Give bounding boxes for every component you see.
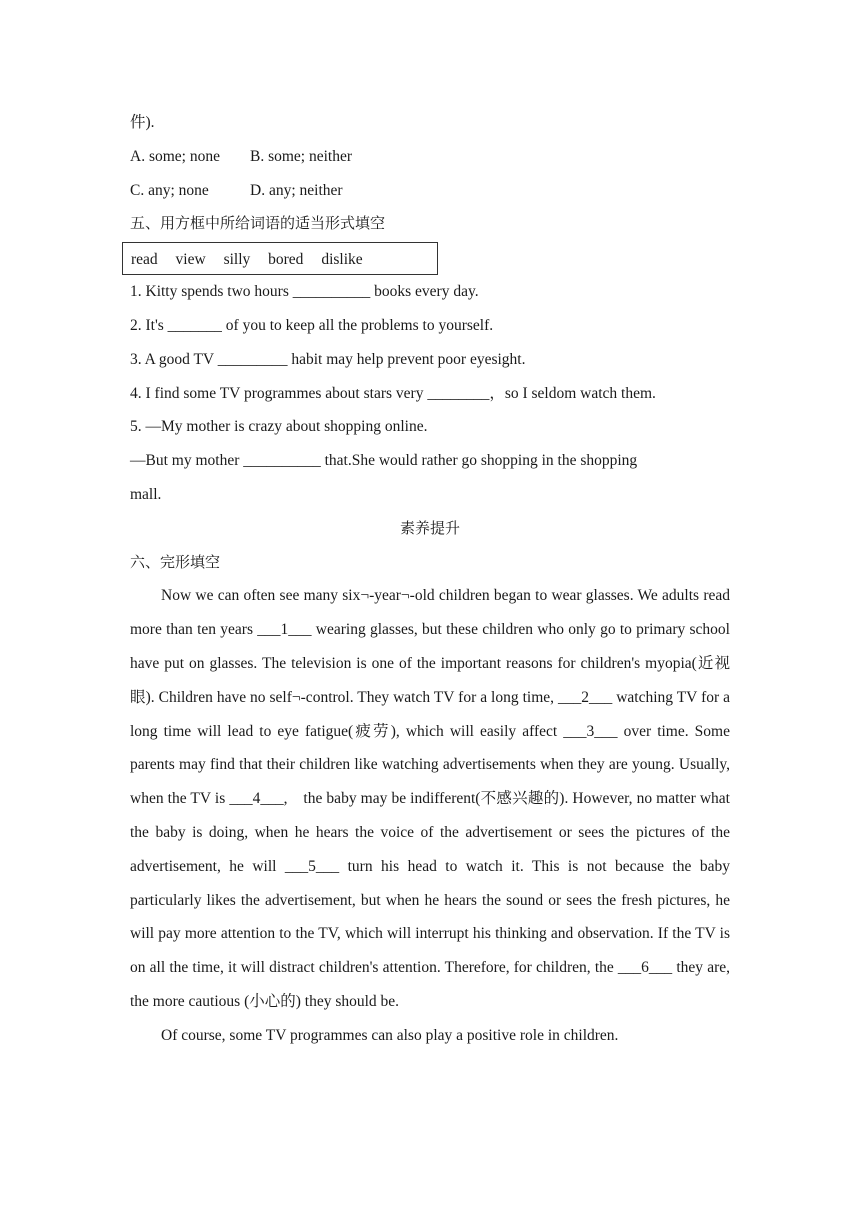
- choice-c: C. any; none: [130, 181, 209, 199]
- choice-row-1: [130, 140, 730, 174]
- cloze-paragraph-1: Now we can often see many six¬-year¬-old children began to wear glasses. We adults read more than ten years ___1___ wearing glasses, but these children who only go to primary school have put on glasses. The television is one of the important reasons for children's myopia(近视眼). Children have no self¬-control. They watch TV for a long time, ___2___ watching TV for a long time will lead to eye fatigue(疲劳), which will easily affect ___3___ over time. Some parents may find that their children like watching advertisements when they are young. Usually, when the TV is ___4___, the baby may be indifferent(不感兴趣的). However, no matter what the baby is doing, when he hears the voice of the advertisement or sees the pictures of the advertisement, he will ___5___ turn his head to watch it. This is not because the baby particularly likes the advertisement, but when he hears the sound or sees the fresh pictures, he will pay more attention to the TV, which will interrupt his thinking and observation. If the TV is on all the time, it will distract children's attention. Therefore, for children, the ___6___ they are, the more cautious (小心的) they should be.: [130, 587, 730, 1010]
- word-box-item: read: [131, 251, 158, 269]
- fill-item-5-reply: —But my mother __________ that.She would rather go shopping in the shopping: [130, 452, 638, 470]
- choice-b: B. some; neither: [250, 147, 353, 165]
- section5-heading: 五、用方框中所给词语的适当形式填空: [130, 214, 386, 233]
- fill-item-5-reply-end: mall.: [130, 485, 162, 503]
- section4-tail: 件).: [130, 114, 155, 131]
- choice-a: A. some; none: [130, 147, 220, 165]
- word-box-item: view: [175, 251, 206, 269]
- fill-item-5: 5. —My mother is crazy about shopping online.: [130, 418, 428, 436]
- choice-row-2: [130, 174, 730, 208]
- word-box: [122, 242, 438, 275]
- level-title: 素养提升: [399, 518, 460, 537]
- word-box-item: silly: [223, 251, 251, 269]
- choice-d: D. any; neither: [250, 181, 343, 199]
- word-box-item: dislike: [321, 251, 363, 269]
- cloze-passage: [130, 579, 730, 1052]
- fill-item-4: 4. I find some TV programmes about stars very ________，so I seldom watch them.: [130, 384, 656, 402]
- fill-item-1: 1. Kitty spends two hours __________ books every day.: [130, 283, 479, 301]
- cloze-paragraph-2: Of course, some TV programmes can also play a positive role in children.: [161, 1026, 619, 1044]
- fill-item-2: 2. It's _______ of you to keep all the problems to yourself.: [130, 316, 494, 334]
- fill-item-3: 3. A good TV _________ habit may help prevent poor eyesight.: [130, 350, 526, 368]
- section6-heading: 六、完形填空: [130, 552, 221, 571]
- page-content: [130, 106, 730, 1053]
- word-box-item: bored: [268, 251, 304, 269]
